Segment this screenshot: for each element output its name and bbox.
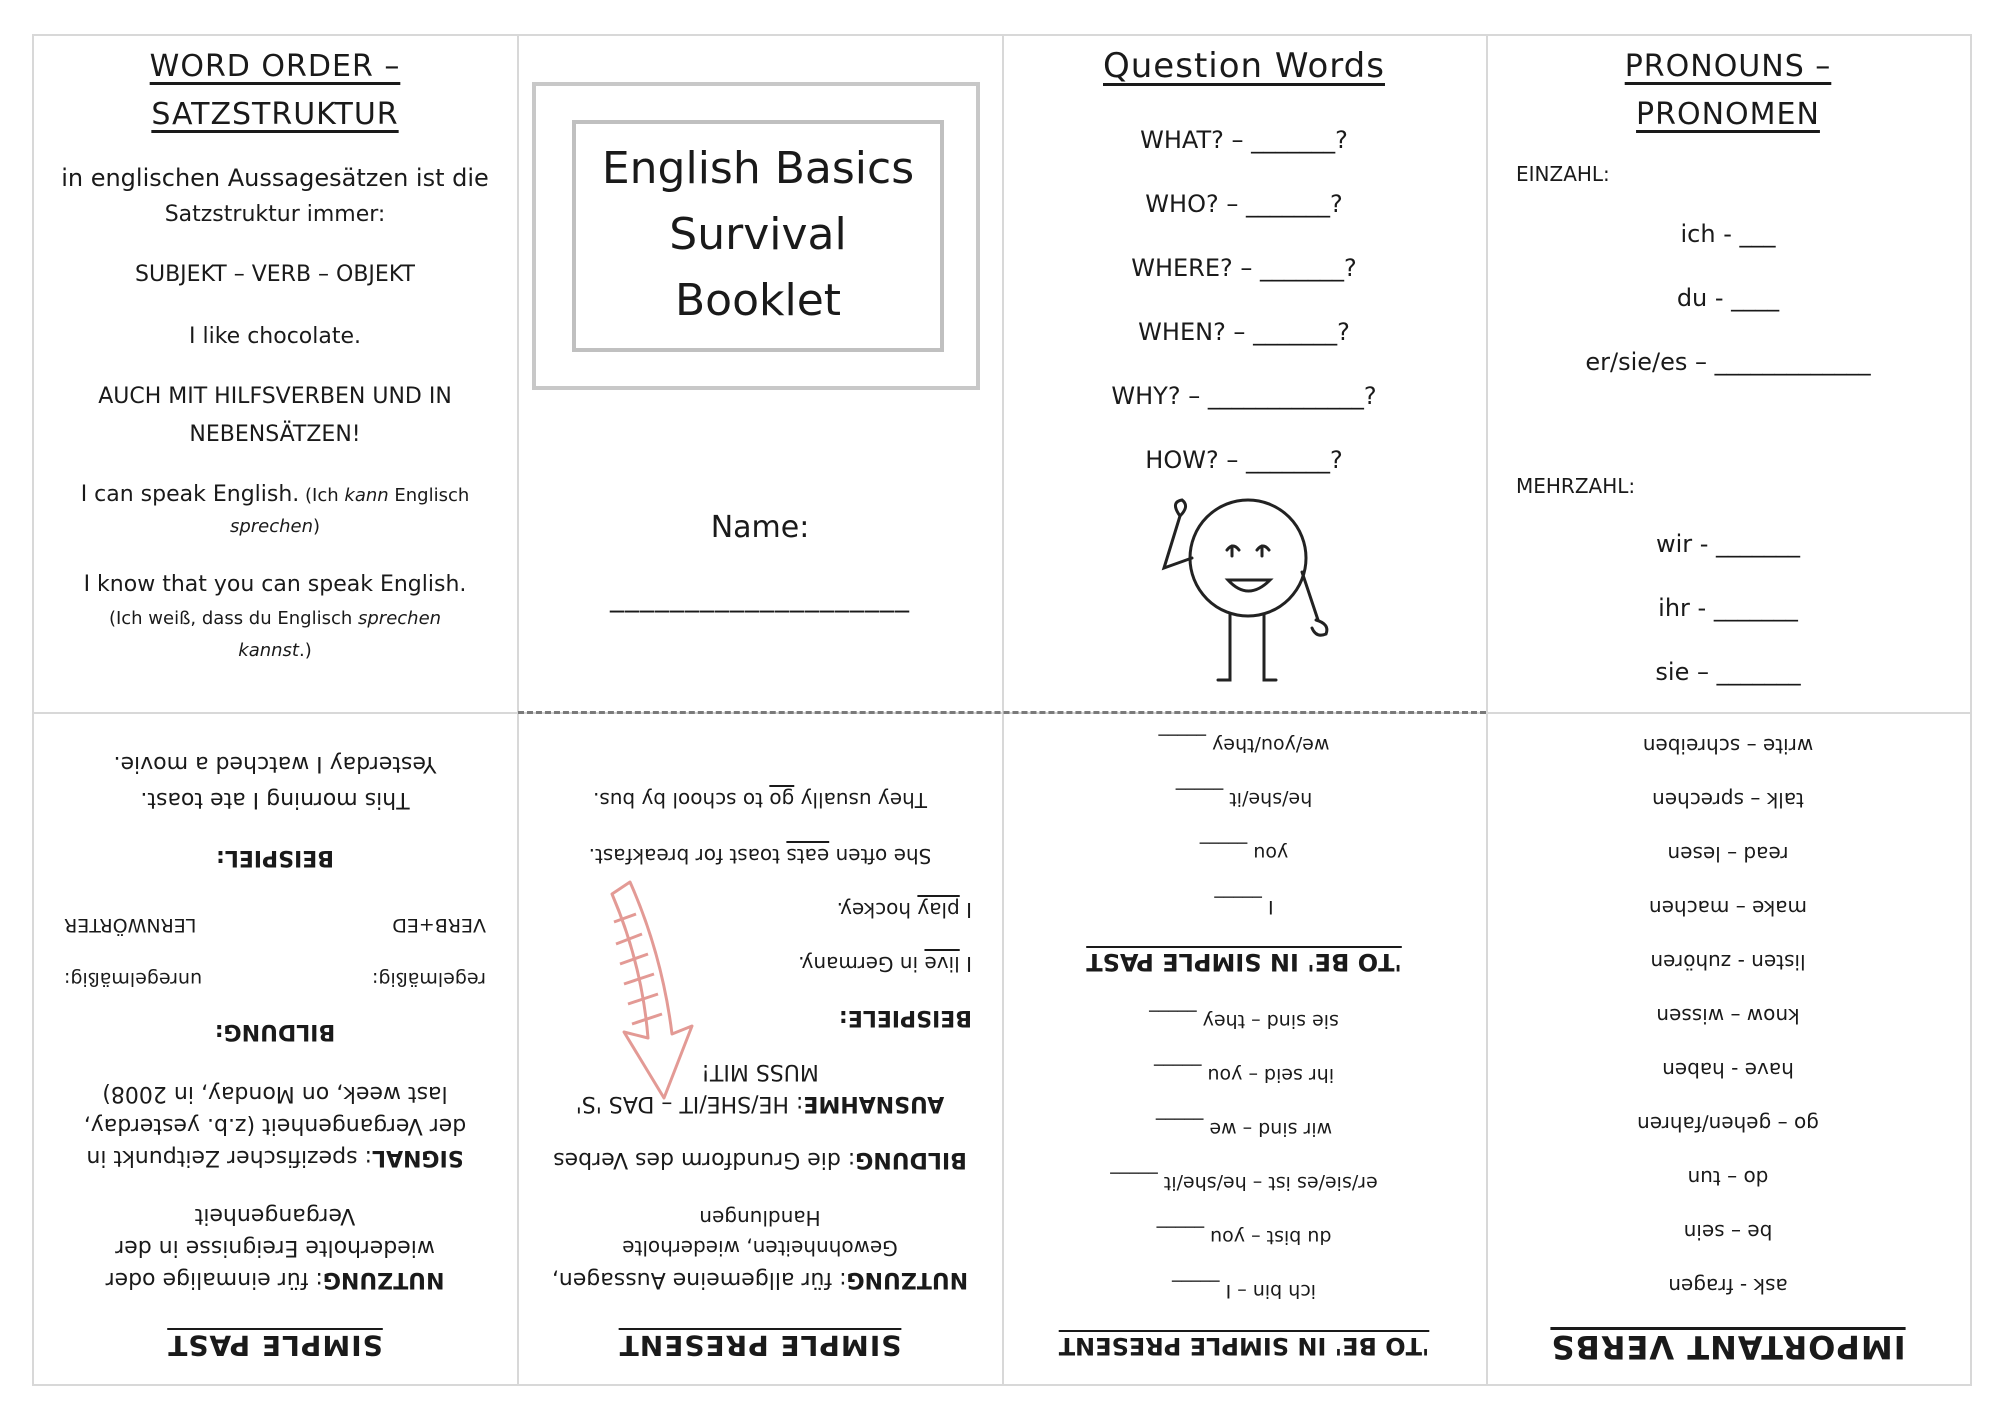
to-be-item: we/you/they _____ [1158, 734, 1330, 756]
panel-title: SIMPLE PAST [167, 1329, 383, 1362]
verb-item: be – sein [1683, 1220, 1773, 1244]
example-sentence: I can speak English. (Ich kann Englisch [80, 482, 470, 507]
to-be-item: you _____ [1199, 842, 1289, 864]
panel-title: SATZSTRUKTUR [151, 97, 399, 132]
verb-item: talk – sprechen [1652, 788, 1804, 812]
question-item: WHO? – _______? [1145, 190, 1343, 218]
name-label: Name: [710, 510, 810, 545]
arrow-icon [592, 874, 702, 1104]
question-item: WHAT? – _______? [1140, 126, 1348, 154]
simple-past-panel: SIMPLE PAST NUTZUNG: für einmalige oder wiederholte Ereignisse in der Vergangenheit SIGNAL: spezifischer Zeitpunkt in der Vergangenheit (z.b. yesterday, last week, on Monday, in 2008) BILDUNG: regelmäßig: unregelmäßig: VERB+ED LERNWÖRTER BEISPIEL: This morning I ate toast. Yesterday I watched a movie. [34, 712, 516, 1384]
plural-label: MEHRZAHL: [1516, 474, 1636, 498]
panel-title: IMPORTANT VERBS [1550, 1328, 1906, 1366]
verb-item: have - haben [1662, 1058, 1794, 1082]
to-be-item: ich bin – I _____ [1172, 1280, 1316, 1302]
pronouns-panel [1486, 36, 1970, 710]
example-sentence: They usually go to school by bus. [593, 788, 927, 812]
question-item: HOW? – _______? [1145, 446, 1343, 474]
to-be-item: du bist – you _____ [1156, 1226, 1332, 1248]
panel-title: Question Words [1103, 46, 1385, 86]
cover-title: English Basics Survival Booklet [601, 143, 915, 326]
verb-item: go – gehen/fahren [1637, 1112, 1819, 1136]
verb-item: do – tun [1687, 1166, 1769, 1190]
verb-item: listen - zuhören [1650, 950, 1806, 974]
pronoun-item: sie – _______ [1655, 658, 1801, 686]
pronoun-item: ihr - _______ [1658, 594, 1798, 622]
verb-item: make – machen [1648, 896, 1808, 920]
question-item: WHERE? – _______? [1131, 254, 1357, 282]
example-sentence: I know that you can speak English. [83, 572, 467, 597]
example-sentence: This morning I ate toast. [140, 787, 410, 812]
pronoun-item: er/sie/es – _____________ [1585, 348, 1871, 376]
panel-title: SIMPLE PRESENT [618, 1329, 902, 1362]
panel-title: PRONOMEN [1636, 97, 1820, 132]
question-item: WHY? – _____________? [1111, 382, 1377, 410]
word-order-panel: WORD ORDER – SATZSTRUKTUR in englischen Aussagesätzen ist die Satzstruktur immer: SUBJEKT – VERB – OBJEKT I like chocolate. AUCH MIT HILFSVERBEN UND IN NEBENSÄTZEN! I can speak English. (Ich kann Englisch sprechen) I know that you can speak English. (Ich weiß, dass du Englisch sprechen kannst.) [34, 36, 516, 710]
example-sentence: She often eats toast for breakfast. [588, 844, 932, 868]
pronoun-item: wir - _______ [1655, 530, 1801, 558]
panel-title: 'TO BE' IN SIMPLE PAST [1086, 948, 1402, 976]
question-item: WHEN? – _______? [1138, 318, 1350, 346]
to-be-item: I _____ [1214, 896, 1274, 918]
to-be-item: er/sie/es ist – he/she/it _____ [1110, 1172, 1378, 1194]
to-be-item: ihr seid – you _____ [1153, 1064, 1335, 1086]
to-be-item: sie sind – they _____ [1149, 1010, 1339, 1032]
to-be-item: he/she/it _____ [1175, 788, 1313, 810]
verb-item: ask - fragen [1668, 1274, 1788, 1298]
panel-title: PRONOUNS – [1624, 49, 1832, 84]
to-be-panel [1002, 712, 1486, 1384]
singular-label: EINZAHL: [1516, 162, 1610, 186]
verb-item: write – schreiben [1642, 734, 1814, 758]
pronoun-item: du - ____ [1676, 284, 1780, 312]
example-sentence: I like chocolate. [189, 324, 361, 349]
to-be-item: wir sind – we _____ [1155, 1118, 1333, 1140]
example-sentence: I live in Germany. [798, 952, 972, 976]
panel-title: 'TO BE' IN SIMPLE PRESENT [1058, 1332, 1430, 1360]
word-order-rule: SUBJEKT – VERB – OBJEKT [135, 262, 415, 287]
waving-smiley-illustration [1130, 488, 1380, 688]
panel-title: WORD ORDER – [149, 49, 401, 84]
example-sentence: I play hockey. [836, 898, 972, 922]
important-verbs-panel [1486, 712, 1970, 1384]
verb-item: read – lesen [1667, 842, 1789, 866]
name-field[interactable]: ____________________ [610, 580, 910, 613]
simple-present-panel: SIMPLE PRESENT NUTZUNG: für allgemeine Aussagen, Gewohnheiten, wiederholte Handlungen BILDUNG: die Grundform des Verbes AUSNAHME: HE/SHE/IT – DAS 'S' MUSS MIT! BEISPIELE: I live in Germany. I play hockey. She often eats toast for breakfast. They usually go to school by bus. [518, 712, 1002, 1384]
verb-item: know – wissen [1656, 1004, 1800, 1028]
example-sentence: Yesterday I watched a movie. [113, 751, 437, 776]
pronoun-item: ich - ___ [1680, 220, 1776, 248]
